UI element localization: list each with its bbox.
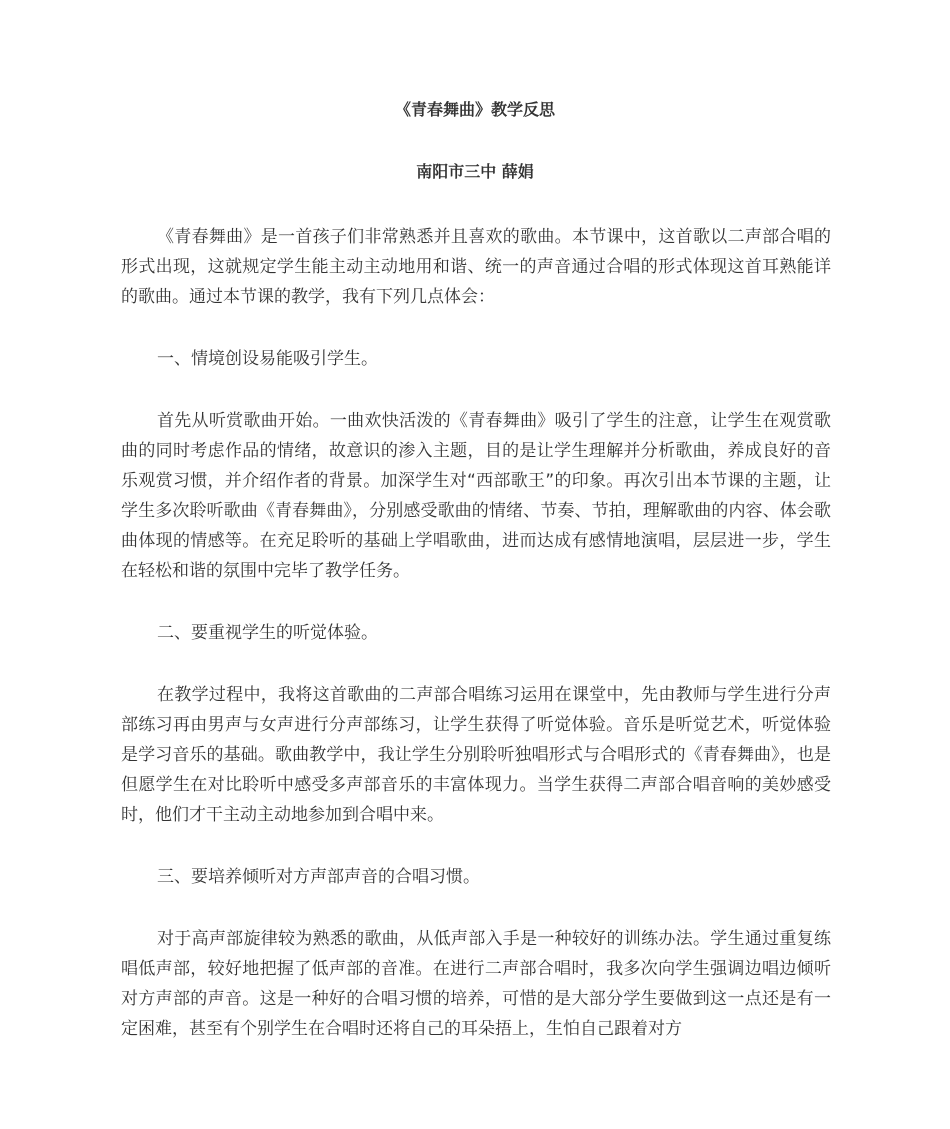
section-1-heading: 一、情境创设易能吸引学生。 bbox=[157, 349, 378, 369]
section-2-heading: 二、要重视学生的听觉体验。 bbox=[157, 623, 378, 643]
document-body bbox=[121, 222, 831, 1044]
intro-paragraph: 《青春舞曲》是一首孩子们非常熟悉并且喜欢的歌曲。本节课中，这首歌以二声部合唱的形式出现，这就规定学生能主动主动地用和谐、统一的声音通过合唱的形式体现这首耳熟能详的歌曲。通过本节课的教学，我有下列几点体会： bbox=[121, 227, 831, 307]
section-2-paragraph: 在教学过程中，我将这首歌曲的二声部合唱练习运用在课堂中，先由教师与学生进行分声部练习再由男声与女声进行分声部练习，让学生获得了听觉体验。音乐是听觉艺术，听觉体验是学习音乐的基础。歌曲教学中，我让学生分别聆听独唱形式与合唱形式的《青春舞曲》，也是但愿学生在对比聆听中感受多声部音乐的丰富体现力。当学生获得二声部合唱音响的美妙感受时，他们才干主动主动地参加到合唱中来。 bbox=[121, 685, 831, 825]
section-1-paragraph: 首先从听赏歌曲开始。一曲欢快活泼的《青春舞曲》吸引了学生的注意，让学生在观赏歌曲的同时考虑作品的情绪，故意识的渗入主题，目的是让学生理解并分析歌曲，养成良好的音乐观赏习惯，并介绍作者的背景。加深学生对“西部歌王”的印象。再次引出本节课的主题，让学生多次聆听歌曲《青春舞曲》，分别感受歌曲的情绪、节奏、节拍，理解歌曲的内容、体会歌曲体现的情感等。在充足聆听的基础上学唱歌曲，进而达成有感情地演唱，层层进一步，学生在轻松和谐的氛围中完毕了教学任务。 bbox=[121, 411, 831, 581]
document-author: 南阳市三中 薛娟 bbox=[416, 162, 534, 181]
section-3-heading: 三、要培养倾听对方声部声音的合唱习惯。 bbox=[157, 867, 480, 887]
document-title: 《青春舞曲》教学反思 bbox=[394, 100, 555, 119]
section-3-paragraph: 对于高声部旋律较为熟悉的歌曲，从低声部入手是一种较好的训练办法。学生通过重复练唱低声部，较好地把握了低声部的音准。在进行二声部合唱时，我多次向学生强调边唱边倾听对方声部的声音。这是一种好的合唱习惯的培养，可惜的是大部分学生要做到这一点还是有一定困难，甚至有个别学生在合唱时还将自己的耳朵捂上，生怕自己跟着对方 bbox=[121, 929, 831, 1039]
